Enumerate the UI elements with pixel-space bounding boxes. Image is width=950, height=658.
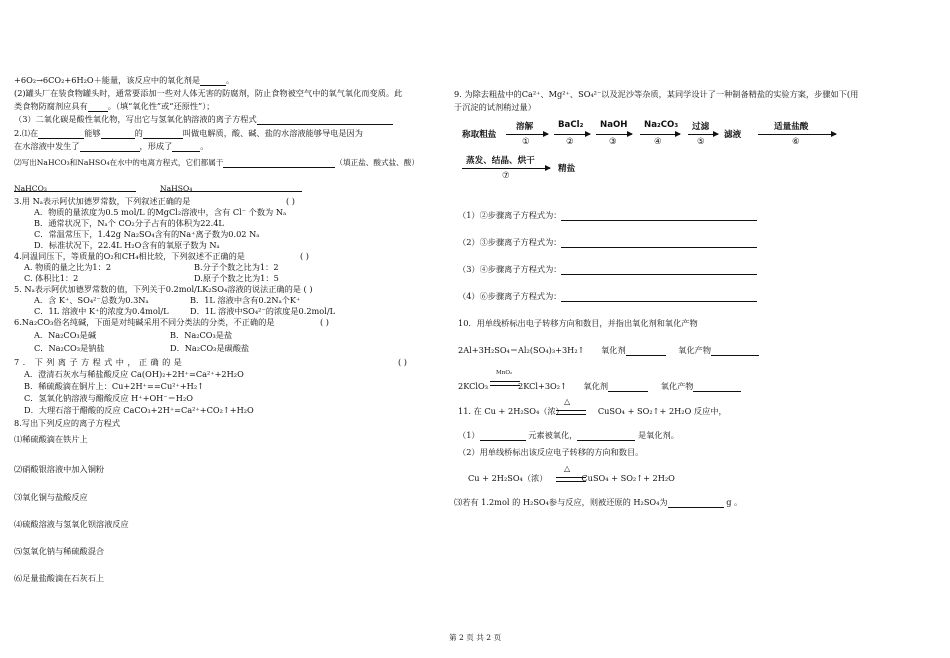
equation: 2KClO₃ (458, 381, 488, 391)
arrow-icon (688, 134, 718, 135)
q5-option-b[interactable]: B．1L 溶液中含有0.2Nₐ个K⁺ (190, 295, 301, 305)
q4-stem: 4.同温同压下，等质量的O₂和CH₄相比较，下列叙述不正确的是 (14, 251, 245, 261)
q1-2-text: (2)罐头厂在装食物罐头时，通常要添加一些对人体无害的防腐剂，防止食物被空气中的氧气氧化而变质。此 (14, 88, 403, 98)
answer-blank[interactable] (668, 498, 724, 508)
answer-line[interactable] (160, 191, 302, 192)
text: 氧化产物 (660, 381, 694, 391)
text: （4）⑥步骤离子方程式为： (458, 291, 562, 301)
q10-stem: 10．用单线桥标出电子转移方向和数目，并指出氧化剂和氧化产物 (458, 318, 698, 328)
heat-icon: △ (564, 397, 571, 406)
q2-2 (14, 157, 419, 168)
flow-step-number: ② (566, 137, 574, 147)
text: ⑶若有 1.2mol 的 H₂SO₄参与反应，则被还原的 H₂SO₄为 (454, 497, 668, 507)
q7-option-a[interactable]: A．澄清石灰水与稀盐酸反应 Ca(OH)₂+2H⁺=Ca²⁺+2H₂O (24, 369, 244, 379)
answer-blank[interactable] (480, 431, 526, 441)
q11-sub-2: （2）用单线桥标出该反应电子转移的方向和数目。 (458, 447, 644, 457)
equals-sign (556, 477, 586, 482)
q5-option-a[interactable]: A．含 K⁺、SO₄²⁻总数为0.3Nₐ (34, 295, 149, 305)
q6-stem: 6.Na₂CO₃俗名纯碱，下面是对纯碱采用不同分类法的分类，不正确的是 (14, 317, 275, 327)
q9-stem: 9. 为除去粗盐中的Ca²⁺、Mg²⁺、SO₄²⁻以及泥沙等杂质，某同学设计了一种制备精盐的实验方案，步骤如下(用 (454, 89, 859, 99)
q8-stem: 8.写出下列反应的离子方程式 (14, 418, 121, 428)
q1-3 (14, 114, 393, 125)
q9-stem-line2: 于沉淀的试剂稍过量） (454, 102, 536, 112)
arrow-icon (506, 134, 548, 135)
text: 能够 (84, 128, 101, 138)
text: （填正盐、酸式盐、酸） (335, 158, 419, 167)
q7-option-c[interactable]: C．氢氧化钠溶液与醋酸反应 H⁺+OH⁻＝H₂O (24, 393, 193, 403)
answer-blank[interactable] (608, 382, 648, 392)
equals-sign (556, 410, 586, 415)
q11-sub-3 (454, 497, 742, 508)
equation: 2Al+3H₂SO₄＝Al₂(SO₄)₃+3H₂↑ (458, 345, 585, 355)
text: 氧化剂 (583, 381, 609, 391)
flow-mid-label: 滤液 (724, 130, 742, 140)
q4-option-a[interactable]: A. 物质的量之比为1：2 (24, 262, 112, 272)
answer-blank[interactable] (80, 142, 140, 152)
q4-option-c[interactable]: C. 体积比1：2 (24, 273, 79, 283)
answer-blank[interactable] (577, 431, 635, 441)
flow-end-label: 精盐 (558, 164, 576, 174)
q7-option-b[interactable]: B．稀硫酸滴在铜片上：Cu+2H⁺==Cu²⁺+H₂↑ (24, 381, 204, 391)
answer-blank[interactable] (172, 142, 200, 152)
text: 2.⑴在 (14, 128, 39, 138)
flow-step-number: ③ (609, 137, 617, 147)
flow-step-label: BaCl₂ (558, 120, 584, 130)
q11-sub-1 (458, 430, 679, 441)
q7-option-d[interactable]: D．大理石溶于醋酸的反应 CaCO₃+2H⁺=Ca²⁺+CO₂↑+H₂O (24, 405, 254, 415)
text: g 。 (726, 497, 743, 507)
q9-sub-4 (458, 291, 757, 302)
arrow-icon (640, 134, 680, 135)
text: 的 (134, 128, 143, 138)
q8-item-6: ⑹足量盐酸滴在石灰石上 (14, 573, 105, 583)
text: 。 (226, 75, 235, 85)
text: （2）③步骤离子方程式为： (458, 237, 562, 247)
flow-start-label: 称取粗盐 (462, 130, 497, 140)
answer-paren[interactable]: ( ) (300, 251, 309, 261)
text: （3）④步骤离子方程式为： (458, 264, 562, 274)
q11-stem (458, 406, 727, 417)
text: ⑵写出NaHCO₃和NaHSO₄在水中的电离方程式，它们都属于 (14, 158, 224, 167)
flow-step-label: 适量盐酸 (774, 122, 809, 132)
q10-eq1-row (458, 345, 759, 356)
text: 是氧化剂。 (637, 430, 679, 440)
text: 11. 在 Cu + 2H₂SO₄（浓） (458, 406, 564, 416)
flow-step-label: NaOH (600, 120, 628, 130)
catalyst-label: MnO₂ (496, 370, 513, 376)
q4-option-b[interactable]: B.分子个数之比为1：2 (194, 262, 279, 272)
text: 。 (200, 141, 209, 151)
q3-option-b[interactable]: B．通常状况下，Nₐ个 CO₂分子占有的体积为22.4L (34, 218, 224, 228)
q7-stem: 7. 下列离子方程式中，正确的是 (14, 357, 186, 367)
equation: 2KCl+3O₂↑ (517, 381, 567, 391)
q6-option-d[interactable]: D．Na₂CO₃是碳酸盐 (170, 343, 250, 353)
q2-1 (14, 128, 363, 139)
text: （1）②步骤离子方程式为： (458, 210, 562, 220)
q4-option-d[interactable]: D.原子个数之比为1：5 (194, 273, 279, 283)
text: （1） (458, 430, 480, 440)
q5-option-c[interactable]: C．1L 溶液中 K⁺的浓度为0.4mol/L (34, 306, 169, 316)
answer-paren[interactable]: ( ) (320, 317, 329, 327)
q6-option-b[interactable]: B．Na₂CO₃是盐 (170, 330, 233, 340)
answer-blank[interactable] (38, 129, 84, 139)
text: 氧化剂 (601, 345, 626, 355)
heat-icon: △ (564, 464, 571, 473)
text: 在水溶液中发生了 (14, 141, 80, 151)
flow-step-label: 过滤 (692, 122, 710, 132)
q9-sub-2 (458, 237, 757, 248)
text: +6O₂→6CO₂+6H₂O＋能量，该反应中的氧化剂是 (14, 75, 201, 85)
q9-sub-1 (458, 210, 757, 221)
flow-step-number: ⑦ (502, 171, 510, 181)
q3-option-d[interactable]: D．标准状况下，22.4L H₂O含有的氧原子数为 Nₐ (34, 240, 220, 250)
answer-blank[interactable] (257, 115, 393, 125)
answer-blank[interactable] (143, 129, 183, 139)
answer-blank[interactable] (200, 76, 226, 86)
q5-option-d[interactable]: D．1L 溶液中SO₄²⁻的浓度是0.2mol/L (190, 306, 336, 316)
q2-1-line2 (14, 141, 208, 152)
flow-step-number: ① (522, 137, 530, 147)
text: 类食物防腐剂应具有 (14, 101, 88, 111)
answer-blank[interactable] (693, 382, 741, 392)
arrow-icon (596, 134, 632, 135)
answer-blank[interactable] (561, 238, 757, 248)
flow-step-number: ⑤ (697, 137, 705, 147)
text: ，形成了 (139, 141, 173, 151)
q6-option-c[interactable]: C．Na₂CO₃是钠盐 (34, 343, 105, 353)
answer-blank[interactable] (561, 265, 757, 275)
arrow-icon (554, 134, 590, 135)
answer-paren[interactable]: ( ) (286, 196, 295, 206)
q8-item-4: ⑷硫酸溶液与氢氧化钡溶液反应 (14, 519, 129, 529)
answer-blank[interactable] (561, 292, 757, 302)
q3-stem: 3.用 Nₐ表示阿伏加德罗常数，下列叙述正确的是 (14, 196, 191, 206)
q1-line1 (14, 75, 234, 86)
q3-option-a[interactable]: A．物质的量浓度为0.5 mol/L 的MgCl₂溶液中，含有 Cl⁻ 个数为 Nₐ (34, 207, 287, 217)
answer-blank[interactable] (101, 129, 135, 139)
nahco3-label: NaHCO₃ (14, 184, 47, 193)
text: 。（填“氧化性”或“还原性”）； (107, 101, 215, 111)
page-footer: 第 2 页 共 2 页 (448, 633, 502, 642)
text: 叫做电解质，酸、碱、盐的水溶液能够导电是因为 (182, 128, 363, 138)
equation: CuSO₄ + SO₂↑+ 2H₂O (581, 473, 675, 483)
text: 氧化产物 (678, 345, 712, 355)
flow-step-label: 蒸发、结晶、烘干 (466, 156, 535, 166)
answer-blank[interactable] (88, 102, 108, 112)
arrow-icon (758, 134, 836, 135)
answer-paren[interactable]: ( ) (398, 357, 407, 367)
answer-blank[interactable] (711, 346, 759, 356)
answer-blank[interactable] (223, 158, 335, 168)
equals-sign (490, 381, 520, 386)
q9-sub-3 (458, 264, 757, 275)
answer-blank[interactable] (561, 211, 757, 221)
flow-step-number: ④ (654, 137, 662, 147)
q5-stem: 5. Nₐ表示阿伏加德罗常数的值，下列关于0.2mol/LK₂SO₄溶液的说法正确的是 ( ) (14, 284, 313, 294)
flow-step-number: ⑥ (792, 137, 800, 147)
answer-line[interactable] (14, 191, 136, 192)
q1-2-line2 (14, 101, 215, 112)
equation: Cu + 2H₂SO₄（浓） (468, 473, 548, 483)
text: 元素被氧化， (528, 430, 578, 440)
text: CuSO₄ + SO₂↑+ 2H₂O 反应中， (597, 406, 727, 416)
purification-flowchart (454, 118, 946, 188)
q8-item-1: ⑴稀硫酸滴在铁片上 (14, 434, 88, 444)
arrow-icon (462, 168, 550, 169)
q6-option-a[interactable]: A．Na₂CO₃是碱 (34, 330, 97, 340)
q3-option-c[interactable]: C．常温常压下，1.42g Na₂SO₄含有的Na⁺离子数为0.02 Nₐ (34, 229, 260, 239)
flow-step-label: Na₂CO₃ (644, 120, 679, 130)
flow-step-label: 溶解 (516, 122, 534, 132)
nahso4-label: NaHSO₄ (160, 184, 193, 193)
text: （3）二氧化碳是酸性氧化物，写出它与氢氧化钠溶液的离子方程式 (14, 114, 257, 124)
q8-item-2: ⑵硝酸银溶液中加入铜粉 (14, 464, 105, 474)
q8-item-5: ⑸氢氧化钠与稀硫酸混合 (14, 546, 105, 556)
q8-item-3: ⑶氧化铜与盐酸反应 (14, 492, 88, 502)
answer-blank[interactable] (626, 346, 666, 356)
